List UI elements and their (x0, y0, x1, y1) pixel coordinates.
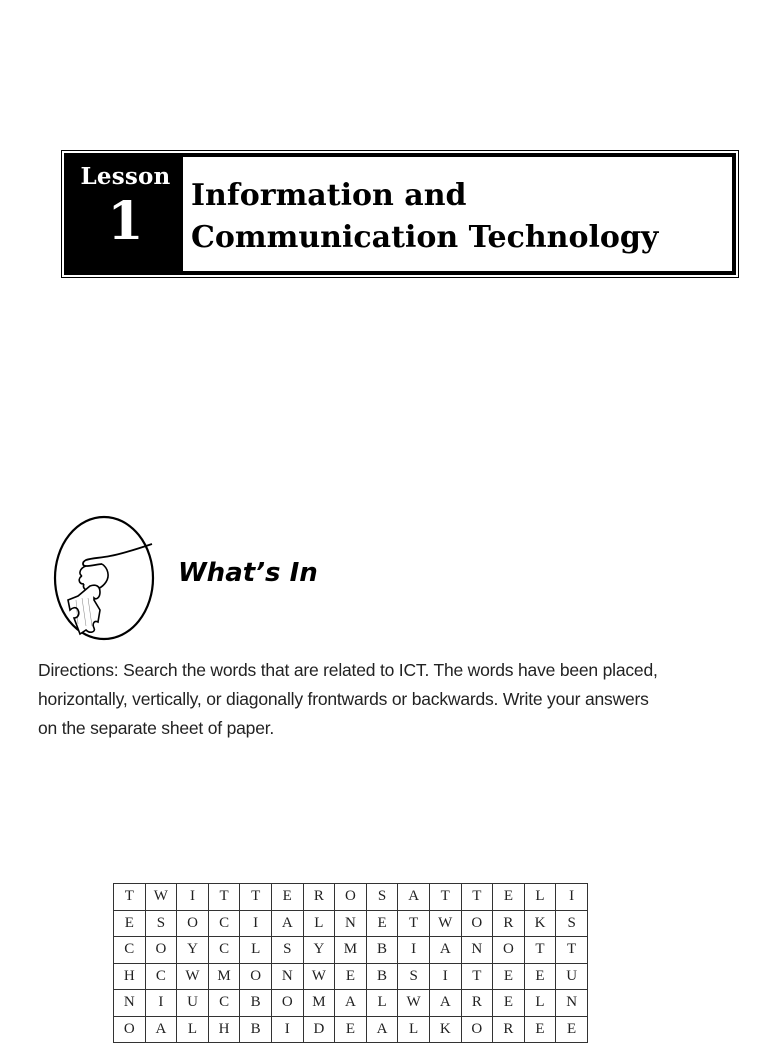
word-search-cell: B (366, 963, 398, 990)
word-search-cell: L (303, 910, 335, 937)
lesson-title (183, 157, 658, 271)
section-title: What’s In (178, 558, 318, 588)
word-search-cell: I (271, 1016, 303, 1043)
word-search-cell: T (240, 884, 272, 911)
directions-line-3: on the separate sheet of paper. (38, 718, 275, 738)
word-search-cell: B (240, 990, 272, 1017)
word-search-cell: T (524, 937, 556, 964)
word-search-cell: S (366, 884, 398, 911)
whats-in-section-header (50, 500, 380, 645)
word-search-cell: E (271, 884, 303, 911)
word-search-cell: L (177, 1016, 209, 1043)
word-search-cell: R (493, 1016, 525, 1043)
word-search-cell: I (177, 884, 209, 911)
word-search-cell: A (145, 1016, 177, 1043)
word-search-cell: O (177, 910, 209, 937)
directions-line-1: Directions: Search the words that are related to ICT. The words have been placed, (38, 660, 658, 680)
word-search-cell: H (114, 963, 146, 990)
word-search-cell: U (556, 963, 588, 990)
word-search-cell: N (335, 910, 367, 937)
word-search-cell: O (145, 937, 177, 964)
word-search-cell: T (461, 963, 493, 990)
word-search-cell: M (335, 937, 367, 964)
word-search-cell: O (461, 1016, 493, 1043)
word-search-cell: T (398, 910, 430, 937)
word-search-cell: C (145, 963, 177, 990)
word-search-cell: D (303, 1016, 335, 1043)
word-search-cell: S (145, 910, 177, 937)
word-search-cell: E (493, 884, 525, 911)
word-search-cell: W (177, 963, 209, 990)
word-search-cell: H (208, 1016, 240, 1043)
word-search-cell: O (271, 990, 303, 1017)
word-search-cell: E (335, 1016, 367, 1043)
word-search-cell: M (303, 990, 335, 1017)
word-search-cell: R (303, 884, 335, 911)
word-search-cell: Y (303, 937, 335, 964)
word-search-cell: M (208, 963, 240, 990)
lesson-title-line-1: Information and (191, 178, 467, 213)
word-search-cell: L (240, 937, 272, 964)
word-search-cell: N (461, 937, 493, 964)
word-search-cell: O (335, 884, 367, 911)
word-search-cell: W (398, 990, 430, 1017)
word-search-cell: I (429, 963, 461, 990)
word-search-cell: T (114, 884, 146, 911)
word-search-cell: E (335, 963, 367, 990)
word-search-cell: E (366, 910, 398, 937)
word-search-cell: A (429, 937, 461, 964)
word-search-cell: Y (177, 937, 209, 964)
word-search-grid (113, 883, 588, 1043)
word-search-cell: T (556, 937, 588, 964)
word-search-cell: L (366, 990, 398, 1017)
directions-line-2: horizontally, vertically, or diagonally frontwards or backwards. Write your answers (38, 689, 649, 709)
word-search-cell: B (366, 937, 398, 964)
word-search-row (114, 910, 588, 937)
word-search-cell: A (398, 884, 430, 911)
word-search-row (114, 990, 588, 1017)
word-search-cell: S (271, 937, 303, 964)
word-search-cell: L (524, 990, 556, 1017)
word-search-cell: E (556, 1016, 588, 1043)
word-search-cell: I (145, 990, 177, 1017)
word-search-cell: U (177, 990, 209, 1017)
word-search-cell: A (335, 990, 367, 1017)
word-search-cell: O (240, 963, 272, 990)
word-search-cell: L (524, 884, 556, 911)
word-search-row (114, 937, 588, 964)
word-search-cell: L (398, 1016, 430, 1043)
word-search-cell: E (114, 910, 146, 937)
word-search-cell: A (366, 1016, 398, 1043)
word-search-cell: O (493, 937, 525, 964)
word-search-cell: C (114, 937, 146, 964)
lesson-label: Lesson (80, 163, 171, 190)
word-search-cell: A (429, 990, 461, 1017)
word-search-cell: E (493, 963, 525, 990)
word-search-cell: C (208, 910, 240, 937)
word-search-row (114, 963, 588, 990)
directions-text (38, 656, 738, 743)
word-search-cell: T (461, 884, 493, 911)
word-search-cell: C (208, 937, 240, 964)
word-search-row (114, 884, 588, 911)
word-search-cell: O (114, 1016, 146, 1043)
word-search-cell: S (398, 963, 430, 990)
word-search-cell: I (398, 937, 430, 964)
word-search-cell: N (114, 990, 146, 1017)
word-search-cell: N (556, 990, 588, 1017)
word-search-cell: B (240, 1016, 272, 1043)
lesson-banner (64, 153, 736, 275)
word-search-cell: E (524, 1016, 556, 1043)
lesson-number: 1 (107, 191, 144, 252)
word-search-cell: I (240, 910, 272, 937)
word-search-cell: W (303, 963, 335, 990)
word-search-cell: K (524, 910, 556, 937)
word-search-cell: O (461, 910, 493, 937)
hand-holding-puzzle-piece-icon (52, 514, 156, 642)
word-search-cell: A (271, 910, 303, 937)
word-search-cell: E (524, 963, 556, 990)
word-search-cell: S (556, 910, 588, 937)
word-search-cell: N (271, 963, 303, 990)
word-search-row (114, 1016, 588, 1043)
lesson-title-line-2: Communication Technology (191, 220, 659, 255)
word-search-cell: R (493, 910, 525, 937)
word-search-cell: T (208, 884, 240, 911)
word-search-cell: W (429, 910, 461, 937)
word-search-cell: K (429, 1016, 461, 1043)
lesson-number-box (68, 157, 183, 271)
word-search-cell: R (461, 990, 493, 1017)
word-search-cell: E (493, 990, 525, 1017)
word-search-cell: C (208, 990, 240, 1017)
word-search-cell: W (145, 884, 177, 911)
word-search-cell: I (556, 884, 588, 911)
word-search-cell: T (429, 884, 461, 911)
